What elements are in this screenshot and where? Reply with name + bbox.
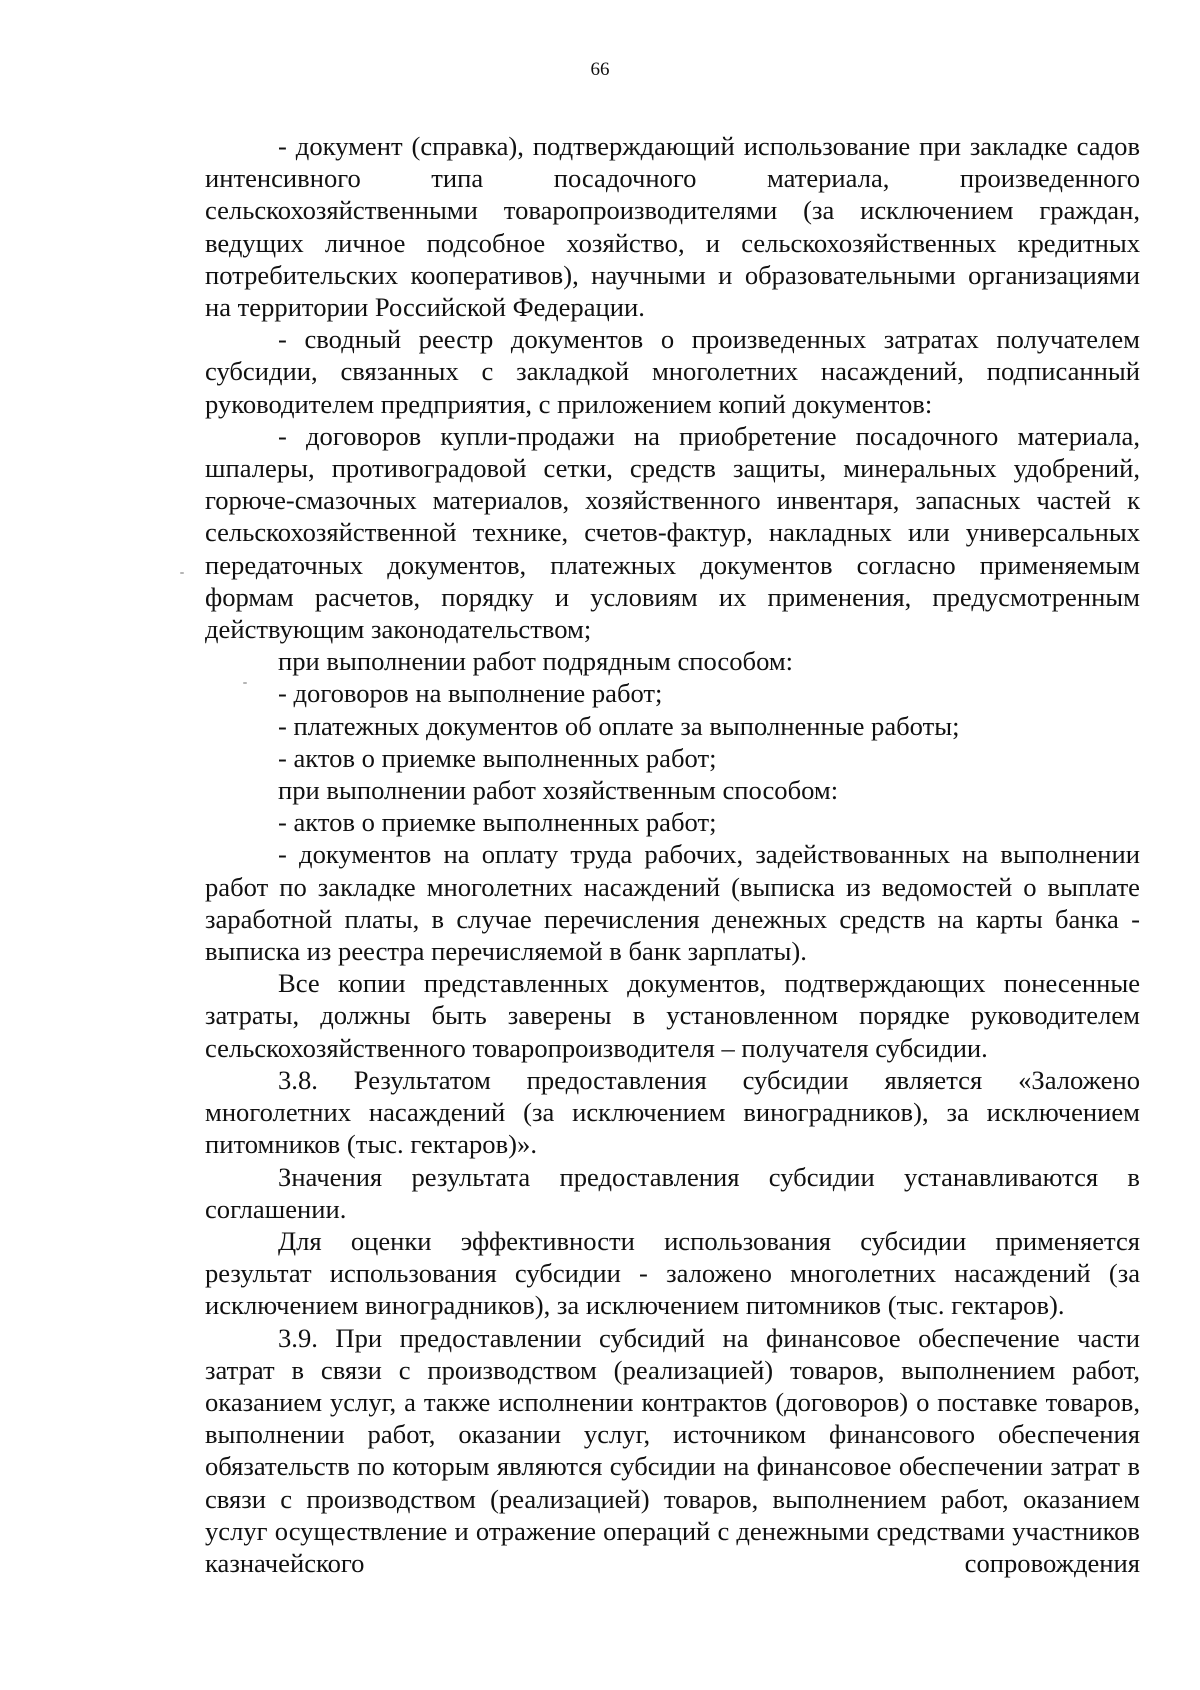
scan-speck <box>243 682 247 684</box>
paragraph-purchase-contracts: - договоров купли-продажи на приобретение посадочного материала, шпалеры, противоградовой сетки, средств защиты, минеральных удобрений, горюче-смазочных материалов, хозяйственного инвентаря, запасных частей к сельскохозяйственной технике, счетов-фактур, накладных или универсальных передаточных документов, платежных документов согласно применяемым формам расчетов, порядку и условиям их применения, предусмотренным действующим законодательством; <box>205 420 1140 645</box>
paragraph-efficiency-assessment: Для оценки эффективности использования субсидии применяется результат использования субсидии - заложено многолетних насаждений (за исключением виноградников), за исключением питомников (тыс. гектаров). <box>205 1225 1140 1321</box>
paragraph-section-3-9: 3.9. При предоставлении субсидий на финансовое обеспечение части затрат в связи с производством (реализацией) товаров, выполнением работ, оказанием услуг, а также исполнении контрактов (договоров) о поставке товаров, выполнении работ, оказании услуг, источником финансового обеспечения обязательств по которым являются субсидии на финансовое обеспечении затрат в связи с производством (реализацией) товаров, выполнением работ, оказанием услуг осуществление и отражение операций с денежными средствами участников казначейского сопровождения <box>205 1322 1140 1578</box>
paragraph-contract-method-heading: при выполнении работ подрядным способом: <box>278 646 794 677</box>
paragraph-work-contracts: - договоров на выполнение работ; <box>278 678 663 709</box>
paragraph-result-values: Значения результата предоставления субсидии устанавливаются в соглашении. <box>205 1161 1140 1224</box>
paragraph-own-method-heading: при выполнении работ хозяйственным способом: <box>278 775 839 806</box>
paragraph-section-3-8: 3.8. Результатом предоставления субсидии является «Заложено многолетних насаждений (за исключением виноградников), за исключением питомников (тыс. гектаров)». <box>205 1064 1140 1160</box>
paragraph-certificate: - документ (справка), подтверждающий использование при закладке садов интенсивного типа посадочного материала, произведенного сельскохозяйственными товаропроизводителями (за исключением граждан, ведущих личное подсобное хозяйство, и сельскохозяйственных кредитных потребительских кооперативов), научными и образовательными организациями на территории Российской Федерации. <box>205 131 1140 323</box>
scan-speck <box>180 572 184 574</box>
document-body <box>205 130 1140 1579</box>
page-number: 66 <box>590 59 610 80</box>
paragraph-acceptance-acts: - актов о приемке выполненных работ; <box>278 742 717 773</box>
paragraph-labor-payment: - документов на оплату труда рабочих, задействованных на выполнении работ по закладке многолетних насаждений (выписка из ведомостей о выплате заработной платы, в случае перечисления денежных средств на карты банка - выписка из реестра перечисляемой в банк зарплаты). <box>205 839 1140 967</box>
paragraph-acceptance-acts-own: - актов о приемке выполненных работ; <box>278 807 717 838</box>
paragraph-copies-certification: Все копии представленных документов, подтверждающих понесенные затраты, должны быть заверены в установленном порядке руководителем сельскохозяйственного товаропроизводителя – получателя субсидии. <box>205 968 1140 1063</box>
paragraph-payment-documents: - платежных документов об оплате за выполненные работы; <box>278 710 960 741</box>
paragraph-consolidated-register: - сводный реестр документов о произведенных затратах получателем субсидии, связанных с закладкой многолетних насаждений, подписанный руководителем предприятия, с приложением копий документов: <box>205 324 1140 419</box>
